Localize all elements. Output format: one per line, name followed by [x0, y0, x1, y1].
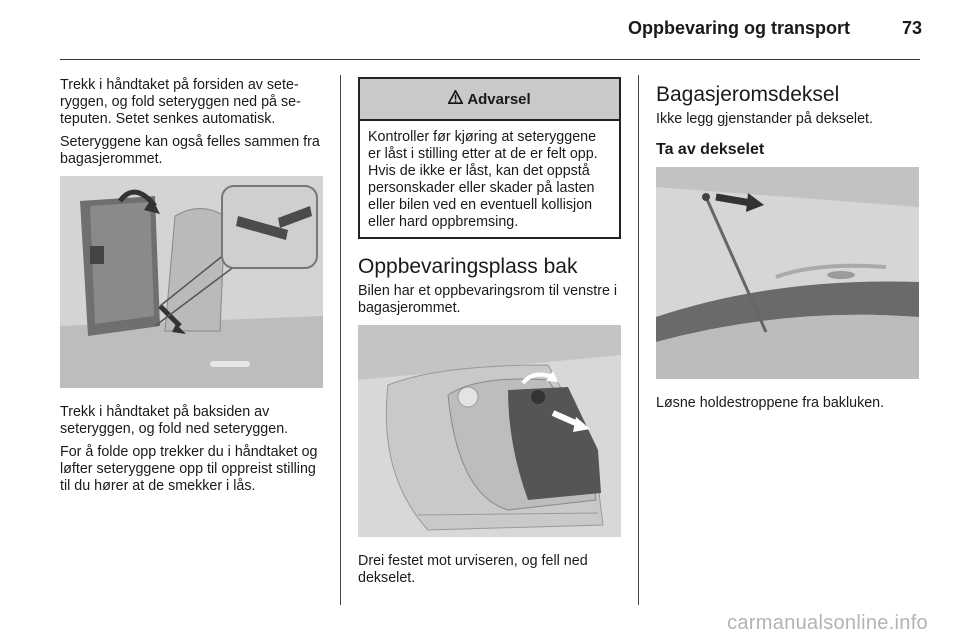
column-2: [358, 77, 621, 593]
paragraph-fold-up: For å folde opp trekker du i håndtaket og løfter seteryggene opp til oppreist stilling til du hører at de smekker i lås.: [60, 444, 318, 494]
warning-body: [360, 121, 619, 237]
warning-title: Advarsel: [467, 90, 531, 108]
paragraph-storage-location: Bilen har et oppbevaringsrom til venstre i bagasjerommet.: [358, 283, 618, 316]
figure-remove-cover: [656, 167, 919, 379]
paragraph-loosen-straps: Løsne holdestroppene fra bakluken.: [656, 395, 885, 411]
section-heading-cover: Bagasjeromsdeksel: [656, 83, 840, 106]
header-divider: [60, 59, 920, 60]
paragraph-fold-from-trunk: Seteryggene kan også felles sammen fra bagasjerommet.: [60, 134, 320, 167]
figure-storage-compartment: [358, 325, 621, 537]
watermark: carmanualsonline.info: [727, 612, 928, 634]
section-heading-storage: Oppbevaringsplass bak: [358, 255, 578, 278]
column-divider-2: [638, 75, 639, 605]
subheading-remove-cover: Ta av dekselet: [656, 141, 765, 158]
paragraph-cover-note: Ikke legg gjenstander på dekselet.: [656, 111, 873, 127]
warning-text: Kontroller før kjøring at seteryggene er låst i stilling etter at de er felt opp. Hvis de ikke er låst, kan det oppstå personskader eller skader på lasten eller bilen ved en eventuell kollisjon eller hard oppbremsing.: [368, 129, 598, 230]
warning-triangle-icon: [448, 90, 463, 108]
column-divider-1: [340, 75, 341, 605]
column-3: [656, 77, 920, 418]
paragraph-fold-from-back: Trekk i håndtaket på baksiden av seteryggen, og fold ned seteryggen.: [60, 404, 289, 437]
page-number: 73: [901, 18, 922, 38]
running-header-title: Oppbevaring og transport: [627, 18, 850, 38]
paragraph-turn-fastener: Drei festet mot urviseren, og fell ned dekselet.: [358, 553, 588, 586]
column-1: [60, 77, 323, 501]
figure-seat-fold: [60, 176, 323, 388]
paragraph-fold-seat-front: Trekk i håndtaket på forsiden av seteryggen, og fold seteryggen ned på seteputen. Setet senkes automatisk.: [60, 77, 301, 127]
warning-header: [360, 79, 619, 121]
warning-box: [358, 77, 621, 239]
